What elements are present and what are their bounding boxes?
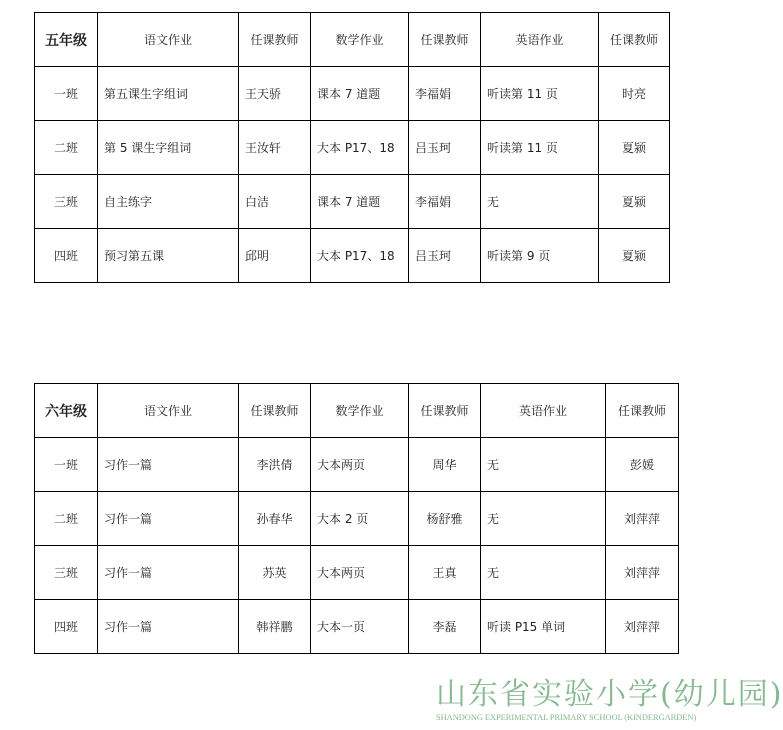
english-teacher: 刘萍萍 bbox=[606, 546, 679, 600]
grade5-homework-table bbox=[34, 12, 670, 283]
english-homework: 无 bbox=[481, 175, 599, 229]
table-row bbox=[35, 438, 679, 492]
school-name-english: SHANDONG EXPERIMENTAL PRIMARY SCHOOL (KINDERGARDEN) bbox=[436, 712, 697, 722]
header-math-homework: 数学作业 bbox=[311, 384, 409, 438]
grade6-homework-table bbox=[34, 383, 679, 654]
header-english-homework: 英语作业 bbox=[481, 13, 599, 67]
math-homework: 课本 7 道题 bbox=[311, 175, 409, 229]
table-row bbox=[35, 229, 670, 283]
school-name-chinese: 山东省实验小学(幼儿园) bbox=[436, 677, 783, 712]
english-homework: 无 bbox=[481, 546, 606, 600]
english-teacher: 刘萍萍 bbox=[606, 600, 679, 654]
class-name: 一班 bbox=[35, 438, 98, 492]
class-name: 四班 bbox=[35, 600, 98, 654]
math-homework: 课本 7 道题 bbox=[311, 67, 409, 121]
header-teacher: 任课教师 bbox=[239, 384, 311, 438]
english-teacher: 夏颍 bbox=[599, 175, 670, 229]
class-name: 二班 bbox=[35, 492, 98, 546]
math-teacher: 吕玉珂 bbox=[409, 229, 481, 283]
header-math-homework: 数学作业 bbox=[311, 13, 409, 67]
english-teacher: 彭媛 bbox=[606, 438, 679, 492]
chinese-teacher: 韩祥鹏 bbox=[239, 600, 311, 654]
table-header-row bbox=[35, 384, 679, 438]
header-teacher: 任课教师 bbox=[599, 13, 670, 67]
math-homework: 大本两页 bbox=[311, 438, 409, 492]
english-homework: 无 bbox=[481, 492, 606, 546]
english-teacher: 刘萍萍 bbox=[606, 492, 679, 546]
english-teacher: 夏颍 bbox=[599, 229, 670, 283]
chinese-homework: 预习第五课 bbox=[98, 229, 239, 283]
table-row bbox=[35, 492, 679, 546]
english-homework: 听读第 9 页 bbox=[481, 229, 599, 283]
table-row bbox=[35, 546, 679, 600]
class-name: 三班 bbox=[35, 546, 98, 600]
math-homework: 大本 P17、18 bbox=[311, 229, 409, 283]
header-teacher: 任课教师 bbox=[239, 13, 311, 67]
math-teacher: 王真 bbox=[409, 546, 481, 600]
math-teacher: 李福娟 bbox=[409, 67, 481, 121]
table-row bbox=[35, 121, 670, 175]
chinese-teacher: 邱明 bbox=[239, 229, 311, 283]
header-english-homework: 英语作业 bbox=[481, 384, 606, 438]
math-teacher: 周华 bbox=[409, 438, 481, 492]
math-homework: 大本 2 页 bbox=[311, 492, 409, 546]
english-homework: 无 bbox=[481, 438, 606, 492]
math-homework: 大本两页 bbox=[311, 546, 409, 600]
grade-label: 六年级 bbox=[35, 384, 98, 438]
header-teacher: 任课教师 bbox=[409, 384, 481, 438]
grade-label: 五年级 bbox=[35, 13, 98, 67]
math-teacher: 李磊 bbox=[409, 600, 481, 654]
header-teacher: 任课教师 bbox=[409, 13, 481, 67]
english-teacher: 夏颍 bbox=[599, 121, 670, 175]
math-homework: 大本一页 bbox=[311, 600, 409, 654]
english-homework: 听读第 11 页 bbox=[481, 67, 599, 121]
math-teacher: 李福娟 bbox=[409, 175, 481, 229]
table-row bbox=[35, 175, 670, 229]
english-homework: 听读 P15 单词 bbox=[481, 600, 606, 654]
chinese-homework: 习作一篇 bbox=[98, 492, 239, 546]
header-chinese-homework: 语文作业 bbox=[98, 13, 239, 67]
chinese-homework: 自主练字 bbox=[98, 175, 239, 229]
class-name: 一班 bbox=[35, 67, 98, 121]
chinese-teacher: 苏英 bbox=[239, 546, 311, 600]
table-row bbox=[35, 67, 670, 121]
english-teacher: 时亮 bbox=[599, 67, 670, 121]
chinese-homework: 习作一篇 bbox=[98, 546, 239, 600]
chinese-teacher: 王天骄 bbox=[239, 67, 311, 121]
class-name: 三班 bbox=[35, 175, 98, 229]
math-teacher: 杨舒雅 bbox=[409, 492, 481, 546]
chinese-teacher: 李洪倩 bbox=[239, 438, 311, 492]
table-row bbox=[35, 600, 679, 654]
table-header-row bbox=[35, 13, 670, 67]
math-teacher: 吕玉珂 bbox=[409, 121, 481, 175]
header-teacher: 任课教师 bbox=[606, 384, 679, 438]
english-homework: 听读第 11 页 bbox=[481, 121, 599, 175]
chinese-teacher: 孙春华 bbox=[239, 492, 311, 546]
chinese-teacher: 白洁 bbox=[239, 175, 311, 229]
chinese-teacher: 王汝轩 bbox=[239, 121, 311, 175]
math-homework: 大本 P17、18 bbox=[311, 121, 409, 175]
class-name: 二班 bbox=[35, 121, 98, 175]
school-logo bbox=[436, 677, 783, 722]
header-chinese-homework: 语文作业 bbox=[98, 384, 239, 438]
chinese-homework: 习作一篇 bbox=[98, 600, 239, 654]
chinese-homework: 第五课生字组词 bbox=[98, 67, 239, 121]
chinese-homework: 习作一篇 bbox=[98, 438, 239, 492]
class-name: 四班 bbox=[35, 229, 98, 283]
chinese-homework: 第 5 课生字组词 bbox=[98, 121, 239, 175]
